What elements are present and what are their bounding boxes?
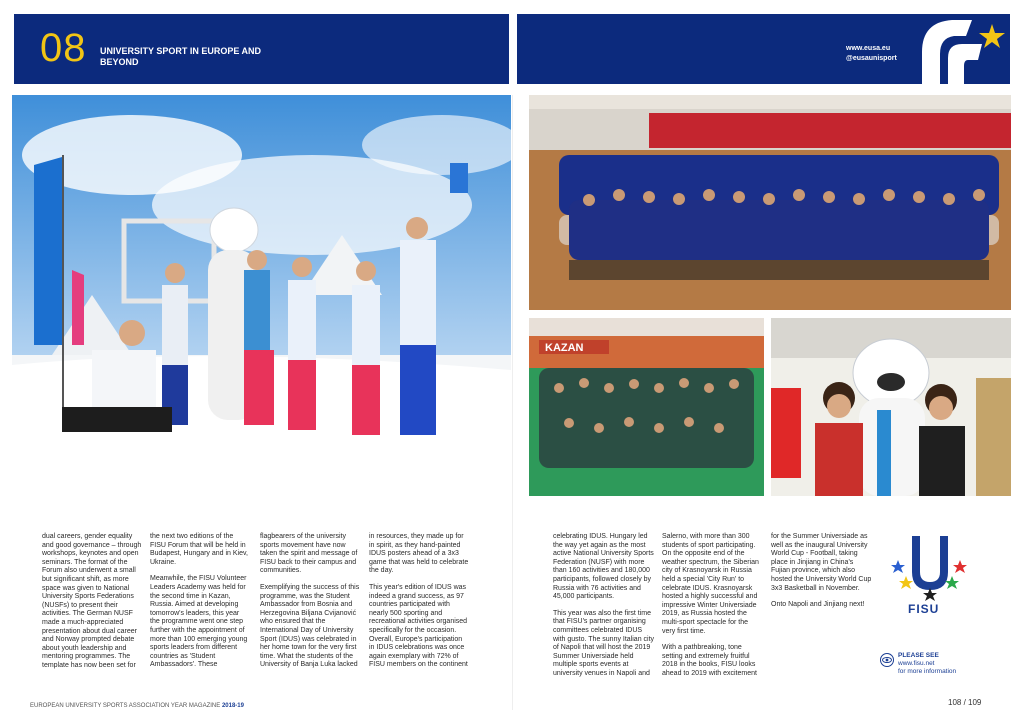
footer-magazine-title: EUROPEAN UNIVERSITY SPORTS ASSOCIATION YEAR MAGAZINE <box>30 703 221 709</box>
spread-gutter <box>512 95 513 710</box>
please-see-block <box>898 652 956 676</box>
paragraph: Onto Napoli and Jinjiang next! <box>771 601 865 609</box>
please-see-note: for more information <box>898 668 957 675</box>
paragraph: celebrating IDUS. Hungary led the way yet again as the most active National University Sports Federation (NUSF) with more than 160 activities and 180,000 participants, followed closely by Russia with 76 activities and 45,000 participants. <box>553 533 654 601</box>
section-number: 08 <box>40 26 87 70</box>
stadium-sign-label: KAZAN <box>545 342 584 354</box>
stadium-group-photo <box>529 318 764 496</box>
paragraph: in resources, they made up for in spirit, as they hand-painted IDUS posters ahead of a 3x3 game that was held to celebrate the day. <box>369 533 469 575</box>
paragraph: Salerno, with more than 300 students of sport participating. On the opposite end of the weather spectrum, the Siberian city of Krasnoyarsk in Russia held a special 'City Run' to celebrate IDUS. Krasnoyarsk hosted a highly successful and impressive Winter Universiade 2019, as Russia hosted the multi-sport spectacle for the very first time. <box>662 533 759 635</box>
text-column-5 <box>553 533 656 687</box>
paragraph: dual careers, gender equality and good governance – through workshops, keynotes and open seminars. The format of the Forum also underwent a small but significant shift, as more space was given to National University Sports Federations (NUSFs) to present their activities. The German NUSF made a much-appreciated presentation about dual career and Norway prompted debate about youth leadership and mentoring programmes. The template has now been set for <box>42 533 142 669</box>
paragraph: With a pathbreaking, tone setting and extremely fruitful 2018 in the books, FISU looks ahead to 2019 with excitement <box>662 644 757 677</box>
paragraph: Exemplifying the success of this programme, was the Student Ambassador from Bosnia and Herzegovina Biljana Cvijanović who ensured that the International Day of University Sport (IDUS) was celebrated in her home town for the very first time. What the students of the University of Banja Luka lacked <box>260 583 360 669</box>
fisu-website-link[interactable]: www.fisu.net <box>898 660 935 667</box>
text-column-1 <box>42 533 142 679</box>
section-title: UNIVERSITY SPORT IN EUROPE AND BEYOND <box>100 46 262 67</box>
page-spread-gap <box>509 14 517 84</box>
fisu-label: FISU <box>908 602 940 616</box>
paragraph: This year was also the first time that FISU's partner organising committees celebrated IDUS with gusto. The sunny Italian city of Napoli that will host the 2019 Summer Universiade held multiple sports events at university venues in Napoli and <box>553 609 655 677</box>
page-numbers: 108 / 109 <box>948 698 982 707</box>
eusa-logo-icon <box>912 14 1010 84</box>
snow-group-photo <box>12 95 511 497</box>
paragraph: Meanwhile, the FISU Volunteer Leaders Academy was held for the second time in Kazan, Russia. Aimed at developing tomorrow's leaders, this year the programme went one step further with the appointment of more than 100 emerging young sports leaders from different countries as 'Student Ambassadors'. These <box>150 575 248 669</box>
paragraph: the next two editions of the FISU Forum that will be held in Budapest, Hungary and in Kiev, Ukraine. <box>150 533 248 566</box>
text-column-2 <box>150 533 250 678</box>
footer-magazine <box>30 703 244 709</box>
mascot-photo <box>771 318 1011 496</box>
text-column-6 <box>662 533 762 687</box>
please-see-title: PLEASE SEE <box>898 652 939 659</box>
gym-team-photo <box>529 95 1011 310</box>
text-column-3 <box>260 533 360 678</box>
text-column-7 <box>771 533 873 618</box>
footer-year: 2018-19 <box>221 703 244 709</box>
social-handle[interactable]: @eusaunisport <box>846 55 897 62</box>
paragraph: This year's edition of IDUS was indeed a grand success, as 97 countries participated with nearly 500 sporting and recreational activities organised specifically for the occasion. Overall, Europe's participation in IDUS celebrations was once again exemplary with 72% of FISU members on the continent <box>369 583 468 669</box>
eye-icon <box>880 653 894 667</box>
text-column-4 <box>369 533 469 678</box>
website-link[interactable]: www.eusa.eu <box>846 45 891 52</box>
paragraph: for the Summer Universiade as well as the inaugural University World Cup - Football, taking place in Jinjiang in China's Fujian province, which also hosted the University World Cup 3x3 Basketball in November. <box>771 533 872 592</box>
paragraph: flagbearers of the university sports movement have now taken the spirit and message of FISU back to their campus and communities. <box>260 533 358 575</box>
